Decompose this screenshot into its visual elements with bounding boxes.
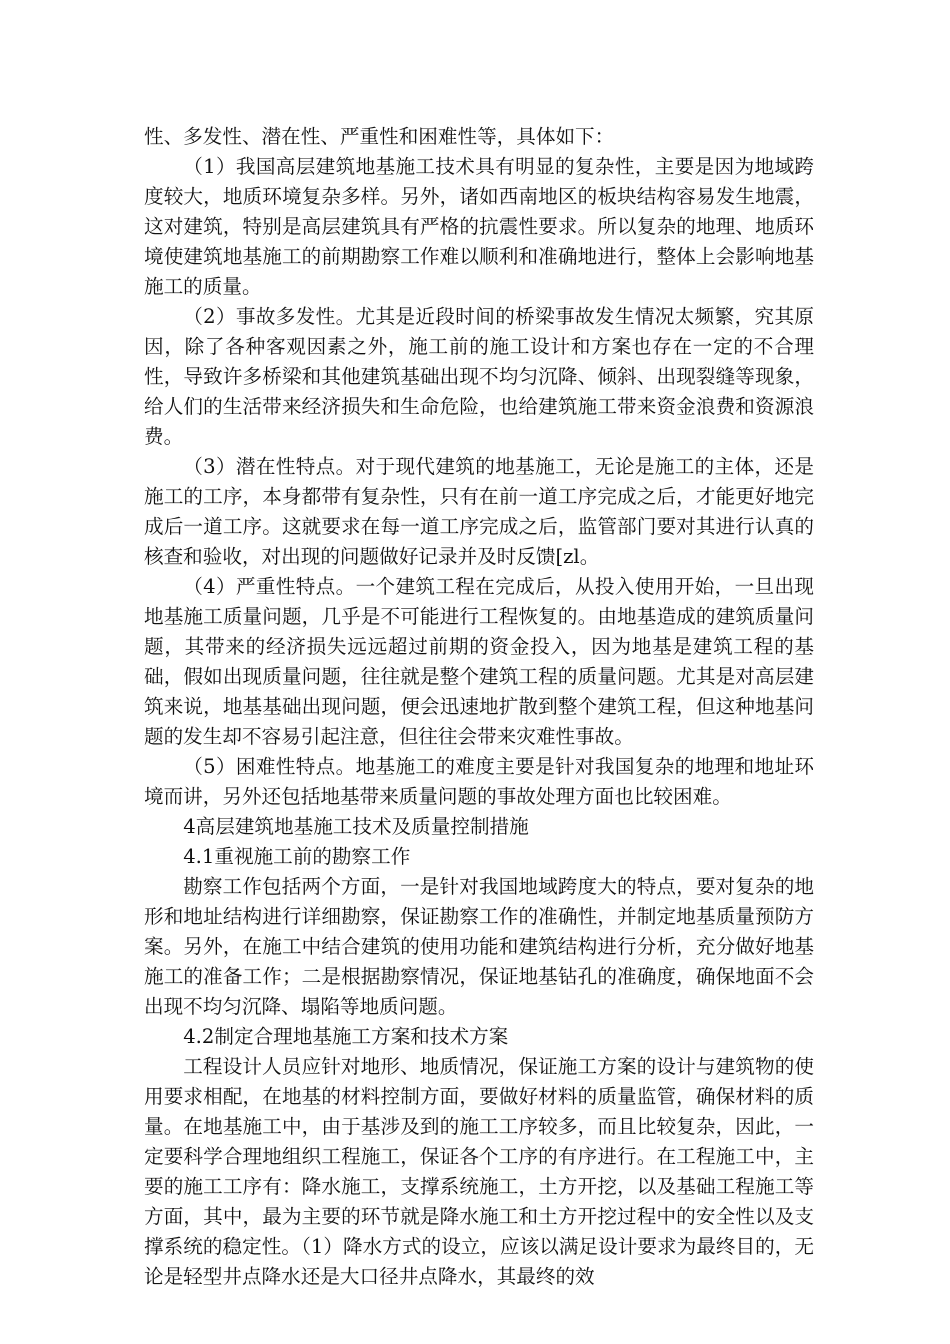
subsection-heading-4-2: 4.2制定合理地基施工方案和技术方案 xyxy=(183,1025,509,1048)
paragraph-intro: 性、多发性、潜在性、严重性和困难性等，具体如下： xyxy=(144,125,615,148)
paragraph-accident-frequency: （2）事故多发性。尤其是近段时间的桥梁事故发生情况太频繁，究其原因，除了各种客观因素之外，施工前的施工设计和方案也存在一定的不合理性，导致许多桥梁和其他建筑基础出现不均匀沉降、倾斜、出现裂缝等现象，给人们的生活带来经济损失和生命危险，也给建筑施工带来资金浪费和资源浪费。 xyxy=(144,305,814,448)
document-body xyxy=(144,122,814,1292)
paragraph-difficulty: （5）困难性特点。地基施工的难度主要是针对我国复杂的地理和地址环境而讲，另外还包括地基带来质量问题的事故处理方面也比较困难。 xyxy=(144,755,814,808)
section-heading-4: 4高层建筑地基施工技术及质量控制措施 xyxy=(183,815,529,838)
paragraph-survey-work: 勘察工作包括两个方面，一是针对我国地域跨度大的特点，要对复杂的地形和地址结构进行详细勘察，保证勘察工作的准确性，并制定地基质量预防方案。另外，在施工中结合建筑的使用功能和建筑结构进行分析，充分做好地基施工的准备工作；二是根据勘察情况，保证地基钻孔的准确度，确保地面不会出现不均匀沉降、塌陷等地质问题。 xyxy=(144,875,814,1018)
subsection-heading-4-1: 4.1重视施工前的勘察工作 xyxy=(183,845,411,868)
paragraph-construction-plan: 工程设计人员应针对地形、地质情况，保证施工方案的设计与建筑物的使用要求相配，在地基的材料控制方面，要做好材料的质量监管，确保材料的质量。在地基施工中，由于基涉及到的施工工序较多，而且比较复杂，因此，一定要科学合理地组织工程施工，保证各个工序的有序进行。在工程施工中，主要的施工工序有：降水施工，支撑系统施工，土方开挖，以及基础工程施工等方面，其中，最为主要的环节就是降水施工和土方开挖过程中的安全性以及支撑系统的稳定性。（1）降水方式的设立，应该以满足设计要求为最终目的，无论是轻型井点降水还是大口径井点降水，其最终的效 xyxy=(144,1055,814,1288)
paragraph-severity: （4）严重性特点。一个建筑工程在完成后，从投入使用开始，一旦出现地基施工质量问题，几乎是不可能进行工程恢复的。由地基造成的建筑质量问题，其带来的经济损失远远超过前期的资金投入，因为地基是建筑工程的基础，假如出现质量问题，往往就是整个建筑工程的质量问题。尤其是对高层建筑来说，地基基础出现问题，便会迅速地扩散到整个建筑工程，但这种地基问题的发生却不容易引起注意，但往往会带来灾难性事故。 xyxy=(144,575,814,748)
paragraph-complexity: （1）我国高层建筑地基施工技术具有明显的复杂性，主要是因为地域跨度较大，地质环境复杂多样。另外，诸如西南地区的板块结构容易发生地震，这对建筑，特别是高层建筑具有严格的抗震性要求。所以复杂的地理、地质环境使建筑地基施工的前期勘察工作难以顺利和准确地进行，整体上会影响地基施工的质量。 xyxy=(144,155,814,298)
paragraph-latency: （3）潜在性特点。对于现代建筑的地基施工，无论是施工的主体，还是施工的工序，本身都带有复杂性，只有在前一道工序完成之后，才能更好地完成后一道工序。这就要求在每一道工序完成之后，监管部门要对其进行认真的核查和验收，对出现的问题做好记录并及时反馈[zl。 xyxy=(144,455,814,568)
